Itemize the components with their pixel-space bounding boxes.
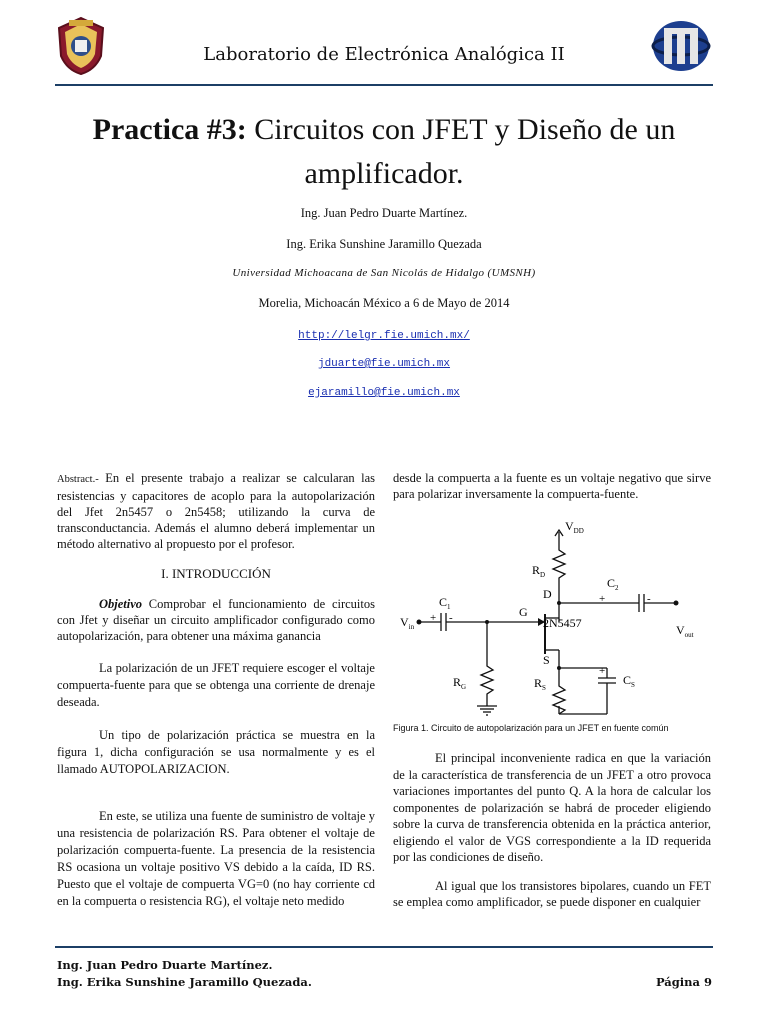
website-link[interactable]: http://lelgr.fie.umich.mx/: [298, 330, 470, 342]
ground-symbols: [477, 700, 559, 715]
part-label: 2N5457: [543, 616, 582, 630]
c2-label: $C_2$: [607, 576, 619, 592]
c1-plus: +: [430, 612, 437, 624]
footer-author-2: Ing. Erika Sunshine Jaramillo Quezada.: [57, 975, 312, 989]
location-date: Morelia, Michoacán México a 6 de Mayo de 2014: [258, 296, 510, 310]
paragraph-polarizacion: La polarización de un JFET requiere escoger el voltaje compuerta-fuente para que se obtenga una corriente de drenaje deseada.: [57, 661, 375, 709]
cs-plus: +: [599, 665, 606, 677]
gate-label: G: [519, 605, 528, 619]
vout-label: $V_{out}$: [676, 623, 694, 639]
header-rule: [55, 84, 713, 86]
objetivo-paragraph: [57, 596, 375, 644]
footer-rule: [55, 946, 713, 948]
paragraph-compuerta-fuente: desde la compuerta a la fuente es un voltaje negativo que sirve para polarizar inversamente la compuerta-fuente.: [393, 471, 711, 501]
drain-label: D: [543, 587, 552, 601]
c2-minus: -: [647, 593, 651, 605]
university: Universidad Michoacana de San Nicolás de Hidalgo (UMSNH): [232, 267, 536, 279]
circuit-diagram: [393, 510, 711, 720]
rg-resistor: [481, 660, 493, 700]
title-text: Circuitos con JFET y Diseño de un amplificador.: [254, 113, 676, 190]
rs-label: $R_S$: [534, 676, 546, 692]
paragraph-transistores: Al igual que los transistores bipolares, cuando un FET se emplea como amplificador, se puede disponer en cualquier: [393, 878, 711, 909]
c1-label: $C_1$: [439, 595, 451, 611]
objetivo-text: Comprobar el funcionamiento de circuitos con Jfet y diseñar un circuito amplificador configurado como autopolarización, para obtener una máxima ganancia: [57, 597, 375, 643]
footer-author-1: Ing. Juan Pedro Duarte Martínez.: [57, 958, 273, 972]
email-link-duarte[interactable]: jduarte@fie.umich.mx: [317, 358, 451, 370]
section-heading-introduccion: I. INTRODUCCIÓN: [161, 566, 271, 581]
c2-plus: +: [599, 593, 606, 605]
objetivo-label: Objetivo: [99, 597, 143, 611]
abstract-label: Abstract.-: [57, 474, 99, 485]
abstract-text: En el presente trabajo a realizar se calcularan las resistencias y capacitores de acoplo para la autopolarización del Jfet 2n5457 o 2n5458; utilizando la curva de transconductancia. Además el alumno deberá implementar un método alternativo al propuesto por el profesor.: [57, 471, 375, 551]
title-prefix: Practica #3:: [92, 113, 247, 146]
figure-1-circuit: [393, 510, 711, 720]
header-title: Laboratorio de Electrónica Analógica II: [203, 44, 565, 65]
page-number: Página 9: [655, 975, 712, 989]
source-junction: [557, 666, 561, 670]
rd-resistor: [553, 544, 565, 582]
vin-terminal: [417, 620, 422, 625]
gate-junction: [485, 620, 489, 624]
rd-label: $R_D$: [532, 563, 546, 579]
vin-label: $V_{in}$: [400, 615, 415, 631]
paragraph-inconveniente: El principal inconveniente radica en que la variación de la característica de transferencia de un JFET a otro provoca variaciones importantes del punto Q. A la hora de calcular los componentes de polarización se habrá de proceder eligiendo sobre la curva de transferencia obtenida en la práctica anterior, eligiendo el valor de VGS correspondiente a la ID requerida por las condiciones de diseño.: [393, 751, 711, 864]
c1-minus: -: [449, 612, 453, 624]
figure-1-caption: Figura 1. Circuito de autopolarización para un JFET en fuente común: [393, 723, 669, 733]
source-label: S: [543, 653, 550, 667]
drain-junction: [557, 601, 561, 605]
paragraph-tipo-polarizacion: Un tipo de polarización práctica se muestra en la figura 1, dicha configuración se usa normalmente y es el llamado AUTOPOLARIZACION.: [57, 728, 375, 776]
rg-label: $R_G$: [453, 675, 467, 691]
paragraph-en-este: En este, se utiliza una fuente de suministro de voltaje y una resistencia de polarización RS. Para obtener el voltaje de polarización compuerta-fuente. La presencia de la resistencia RS ocasiona un voltaje positivo VS debido a la caída, ID RS. Puesto que el voltaje de compuerta VG=0 (no hay corriente cd en la compuerta o resistencia RG), el voltaje neto medido: [57, 809, 375, 908]
abstract: [57, 470, 375, 552]
vout-terminal: [674, 601, 679, 606]
vdd-label: $V_{DD}$: [565, 519, 584, 535]
fie-logo: [650, 18, 712, 79]
author-1: Ing. Juan Pedro Duarte Martínez.: [300, 206, 468, 220]
right-column: [393, 470, 711, 911]
email-link-jaramillo[interactable]: ejaramillo@fie.umich.mx: [308, 387, 460, 399]
cs-label: $C_S$: [623, 673, 635, 689]
left-column: [57, 470, 375, 910]
author-2: Ing. Erika Sunshine Jaramillo Quezada: [286, 237, 482, 251]
paper-title: [70, 108, 698, 196]
